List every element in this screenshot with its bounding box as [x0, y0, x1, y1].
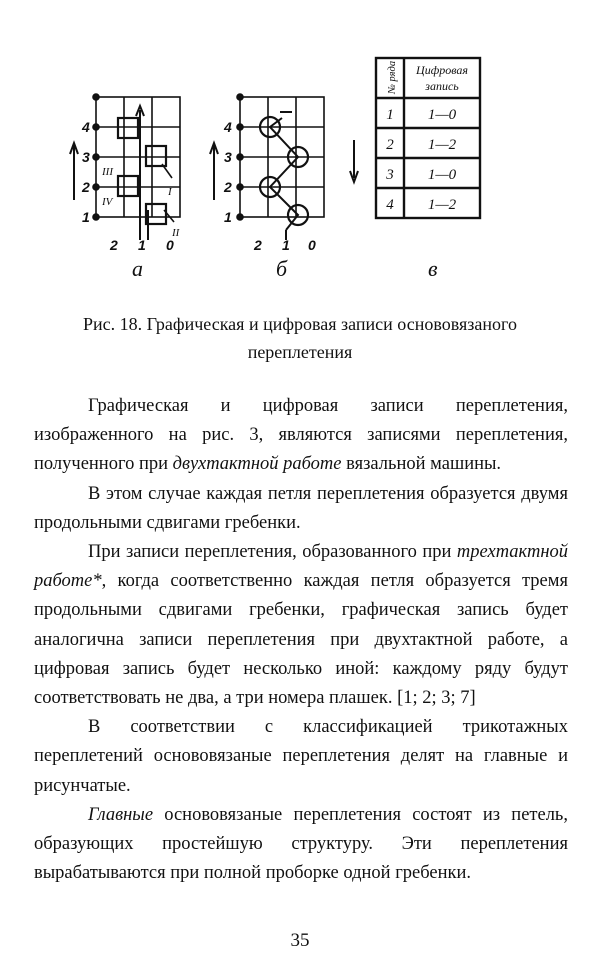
panel-b-dot — [237, 184, 243, 190]
panel-b-row-label: 3 — [224, 149, 232, 165]
text-run: вязальной машины. — [341, 454, 502, 475]
panel-a-col-label: 0 — [166, 237, 174, 253]
panel-v-header-row: № ряда — [387, 60, 398, 94]
panel-b-row-label: 1 — [224, 209, 232, 225]
panel-b-dot — [237, 124, 243, 130]
text-run: Графическая и цифровая записи переплетения, изображенного на рис. 3, являются записями переплетения, полученного при — [34, 396, 568, 475]
panel-a-bar-label: III — [102, 166, 113, 178]
panel-v-header-record: запись — [425, 79, 459, 93]
panel-a-col-label: 2 — [110, 237, 118, 253]
panel-a-bar-label: IV — [102, 196, 113, 208]
body-text — [34, 392, 568, 888]
paragraph — [34, 392, 568, 480]
text-run: При записи переплетения, образованного при — [88, 542, 457, 563]
panel-a-dot — [93, 94, 99, 100]
italic-term: трехтактной работе* — [34, 542, 568, 592]
panel-a-loop — [118, 176, 138, 196]
panel-v-row-record: 1—0 — [427, 167, 457, 183]
text-run: , когда соответственно каждая петля образуется тремя продольными сдвигами гребенки, графическая запись будет аналогична записи переплетения при двухтактной работе, а цифровая запись будет несколько иной: каждому ряду будут соответствовать не два, а три номера плашек. [1; 2; 3; 7] — [34, 571, 568, 709]
panel-a-row-label: 2 — [82, 179, 90, 195]
text-run: основовязаные переплетения состоят из петель, образующих простейшую структуру. Эти переплетения вырабатываются при полной проборке одной гребенки. — [34, 804, 568, 884]
panel-v-table — [350, 58, 480, 218]
panel-a-loop — [118, 118, 138, 138]
text-run: В соответствии с классификацией трикотажных переплетений основовязаные переплетения делят на главные и рисунчатые. — [34, 717, 568, 796]
figure-caption-line-2: переплетения — [247, 342, 353, 362]
panel-a-col-label: 1 — [138, 237, 146, 253]
panel-a-row-label: 1 — [82, 209, 90, 225]
panel-a-dot — [93, 214, 99, 220]
panel-v-row-record: 1—0 — [427, 107, 457, 123]
panel-v-row-number: 1 — [386, 107, 394, 123]
panel-v-row-number: 4 — [386, 197, 394, 213]
italic-term: Главные — [88, 804, 154, 825]
panel-a-dot — [93, 124, 99, 130]
panel-a-label: а — [132, 256, 143, 281]
panel-a-bar-label: I — [168, 186, 172, 198]
figure-caption-line-1: Рис. 18. Графическая и цифровая записи основовязаного — [83, 314, 517, 334]
panel-v-row-number: 2 — [386, 137, 394, 153]
panel-v-row-number: 3 — [386, 167, 394, 183]
panel-b-col-label: 2 — [254, 237, 262, 253]
panel-a-dot — [93, 184, 99, 190]
panel-b-thread — [270, 118, 298, 230]
panel-v-header-record: Цифровая — [416, 63, 468, 77]
panel-a-row-label: 4 — [82, 119, 90, 135]
panel-a-dot — [93, 154, 99, 160]
text-run: В этом случае каждая петля переплетения образуется двумя продольными сдвигами гребенки. — [34, 483, 568, 533]
page-number: 35 — [290, 930, 310, 951]
panel-b-col-label: 1 — [282, 237, 290, 253]
paragraph — [34, 538, 568, 713]
panel-a-bar-label: II — [172, 227, 180, 239]
panel-b-dot — [237, 94, 243, 100]
figure-drawing — [60, 50, 530, 290]
panel-b-label: б — [276, 256, 288, 281]
panel-a-row-label: 3 — [82, 149, 90, 165]
panel-b-dot — [237, 214, 243, 220]
paragraph — [34, 713, 568, 801]
panel-b-dot — [237, 154, 243, 160]
panel-b-row-label: 4 — [224, 119, 232, 135]
panel-b-row-label: 2 — [224, 179, 232, 195]
panel-v-row-record: 1—2 — [427, 197, 457, 213]
paragraph — [34, 801, 568, 889]
panel-b-col-label: 0 — [308, 237, 316, 253]
figure-18 — [60, 50, 530, 290]
panel-v-label: в — [428, 256, 438, 281]
panel-a-loop — [146, 146, 166, 166]
italic-term: двухтактной работе — [172, 454, 342, 475]
paragraph — [34, 480, 568, 538]
panel-v-row-record: 1—2 — [427, 137, 457, 153]
